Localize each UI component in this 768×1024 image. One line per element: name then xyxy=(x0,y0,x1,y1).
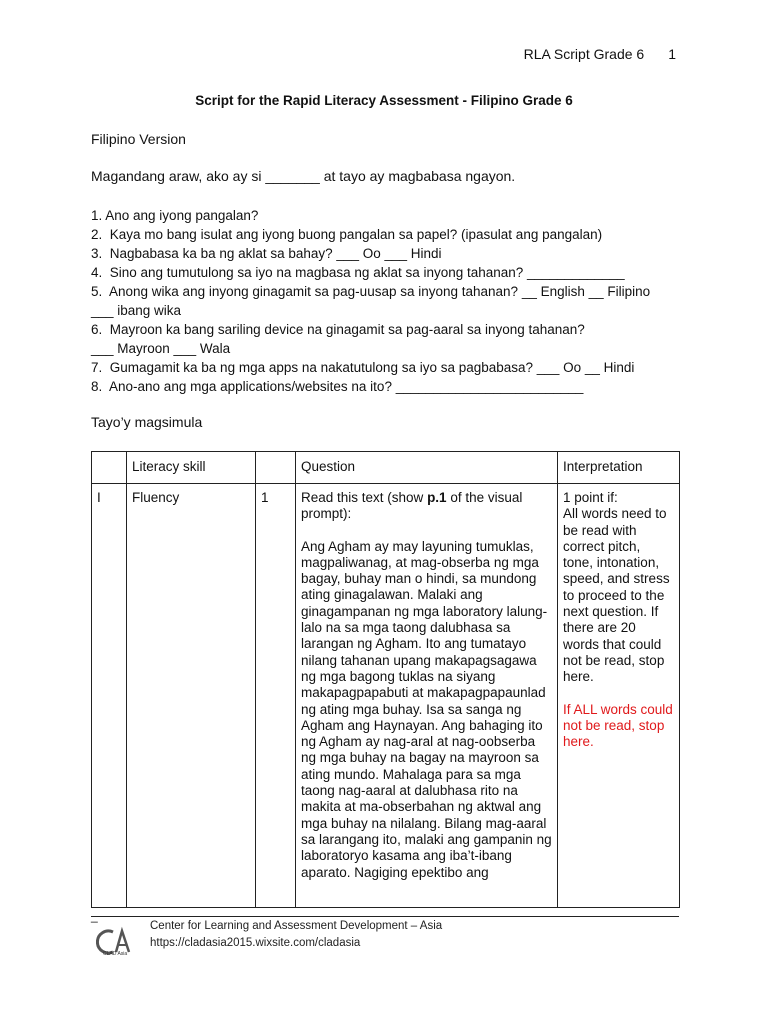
header-cell-question: Question xyxy=(296,452,558,484)
question-line: 3. Nagbabasa ka ba ng aklat sa bahay? ___ Oo ___ Hindi xyxy=(91,246,442,261)
logo-caption: CLAD Asia xyxy=(103,951,128,957)
footer-dash: _ xyxy=(91,909,98,923)
table-row xyxy=(92,484,680,908)
cell-skill: Fluency xyxy=(127,484,256,908)
header-cell-interpretation: Interpretation xyxy=(558,452,680,484)
question-line: 7. Gumagamit ka ba ng mga apps na nakatutulong sa iyo sa pagbabasa? ___ Oo __ Hindi xyxy=(91,360,635,375)
header-cell-number xyxy=(256,452,296,484)
page-number: 1 xyxy=(668,46,676,62)
cell-number: 1 xyxy=(256,484,296,908)
cell-roman: I xyxy=(92,484,127,908)
assessment-table xyxy=(91,451,680,908)
running-header xyxy=(524,46,676,62)
question-line: ___ ibang wika xyxy=(91,303,182,318)
cell-interpretation xyxy=(558,484,680,908)
header-cell-index xyxy=(92,452,127,484)
header-cell-skill: Literacy skill xyxy=(127,452,256,484)
question-line: 4. Sino ang tumutulong sa iyo na magbasa ng aklat sa inyong tahanan? _____________ xyxy=(91,265,625,280)
greeting-text: Magandang araw, ako ay si _______ at tayo ay magbabasa ngayon. xyxy=(91,168,516,184)
running-title: RLA Script Grade 6 xyxy=(523,46,645,62)
footer-info xyxy=(150,918,442,952)
table-header-row xyxy=(92,452,680,484)
page-title: Script for the Rapid Literacy Assessment - Filipino Grade 6 xyxy=(195,93,573,108)
footer-organization: Center for Learning and Assessment Development – Asia xyxy=(150,920,443,932)
question-list xyxy=(91,206,691,396)
footer-url[interactable]: https://cladasia2015.wixsite.com/cladasia xyxy=(150,937,361,949)
begin-label: Tayo’y magsimula xyxy=(91,414,203,430)
version-label: Filipino Version xyxy=(91,131,186,147)
page-reference: p.1 xyxy=(427,490,447,505)
cell-question xyxy=(296,484,558,908)
interpretation-warning: If ALL words could not be read, stop here. xyxy=(563,701,673,750)
interpretation-text: 1 point if: All words need to be read with correct pitch, tone, intonation, speed, and stress to proceed to the next question. If there are 20 words that could not be read, stop here. xyxy=(563,490,670,685)
question-line: 5. Anong wika ang inyong ginagamit sa pag-uusap sa inyong tahanan? __ English __ Filipino xyxy=(91,284,651,299)
question-instruction: Read this text (show p.1 of the visual prompt): xyxy=(301,490,523,522)
reading-passage: Ang Agham ay may layuning tumuklas, magpaliwanag, at mag-obserba ng mga bagay, buhay man o hindi, sa mundong ating ginagalawan. Malaki ang ginagampanan ng mga laboratory lalung-lalo na sa mga taong dalubhasa sa larangan ng Agham. Ito ang tumatayo nilang tahanan upang makapagsagawa ng mga bagong tuklas na siyang makapagpapabuti at makapagpapaunlad ng ating mga buhay. Isa sa sanga ng Agham ang Haynayan. Ang bahaging ito ng Agham ay nag-aral at nag-oobserba ng mga buhay na bagay na mayroon sa ating mundo. Mahalaga para sa mga taong nag-aaral at dalubhasa rito na makita at ma-obserbahan ng aktwal ang mga buhay na nilalang. Bilang mag-aaral sa larangang ito, malaki ang gampanin ng laboratoryo kasama ang iba’t-ibang aparato. Nagiging epektibo ang xyxy=(301,538,552,880)
question-line: 1. Ano ang iyong pangalan? xyxy=(91,208,259,223)
footer-divider xyxy=(91,916,679,917)
question-line: ___ Mayroon ___ Wala xyxy=(91,341,231,356)
question-line: 6. Mayroon ka bang sariling device na ginagamit sa pag-aaral sa inyong tahanan? xyxy=(91,322,585,337)
question-line: 8. Ano-ano ang mga applications/websites na ito? _________________________ xyxy=(91,379,584,394)
question-line: 2. Kaya mo bang isulat ang iyong buong pangalan sa papel? (ipasulat ang pangalan) xyxy=(91,227,603,242)
